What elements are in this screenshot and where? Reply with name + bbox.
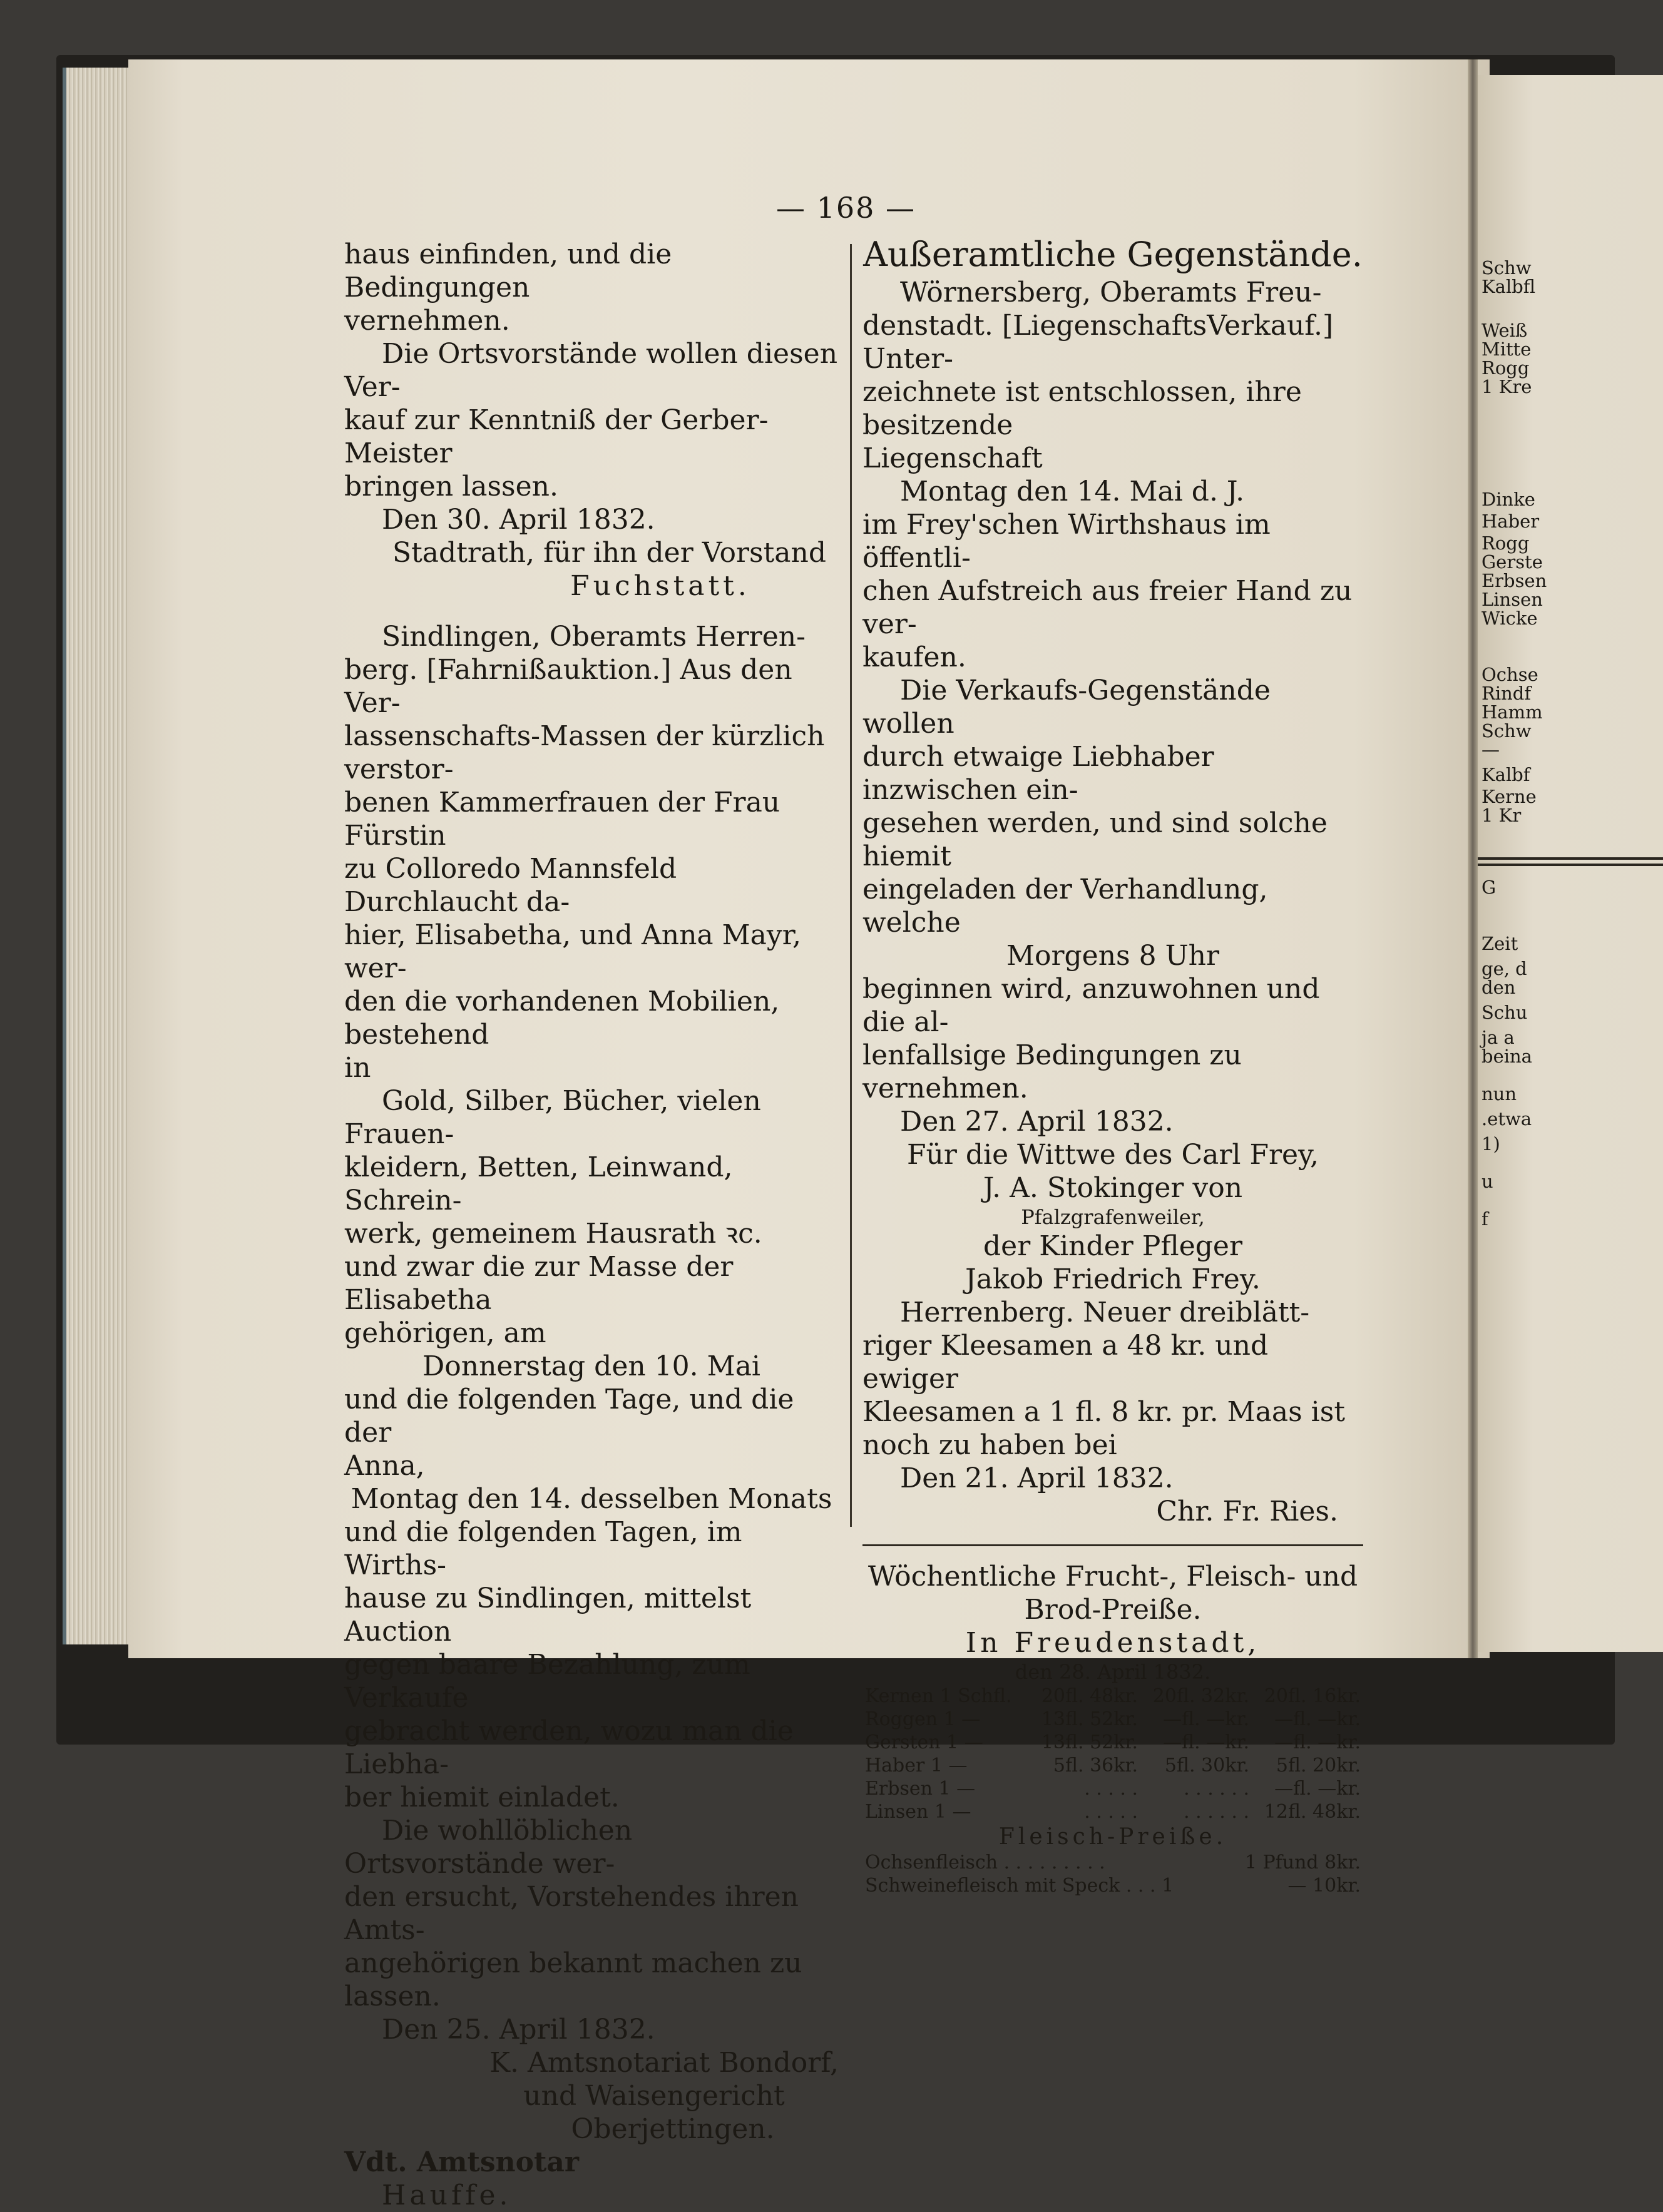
table-cell: 20fl. 48kr. [1041, 1685, 1139, 1707]
text-line: ber hiemit einladet. [344, 1781, 620, 1813]
table-row [862, 1851, 1363, 1874]
signature-line: und Waisengericht [523, 2080, 785, 2112]
text-line: Wörnersberg, Oberamts Freu- [900, 277, 1322, 308]
signature-line: Jakob Friedrich Frey. [965, 1263, 1261, 1295]
time-line: Morgens 8 Uhr [1006, 940, 1220, 972]
next-page-fragment: Kalbfl [1481, 276, 1536, 297]
text-line: hause zu Sindlingen, mittelst Auction [344, 1583, 752, 1648]
vdt-name: Hauffe. [382, 2179, 512, 2211]
date-line: Den 30. April 1832. [382, 504, 655, 536]
text-line: in [344, 1052, 371, 1084]
text-line: hier, Elisabetha, und Anna Mayr, wer- [344, 919, 801, 984]
next-page-fragment: Kalbf [1481, 764, 1530, 785]
table-cell: Kernen 1 Schfl. [865, 1685, 1012, 1707]
left-column [344, 238, 839, 2212]
signature-line: der Kinder Pfleger [983, 1230, 1242, 1262]
table-cell: —fl. —kr. [1163, 1708, 1249, 1730]
table-cell: 13fl. 52kr. [1041, 1731, 1139, 1753]
text-line: durch etwaige Liebhaber inzwischen ein- [862, 741, 1214, 806]
next-page-fragment: Zeit [1481, 933, 1518, 954]
text-line: Die Verkaufs-Gegenstände wollen [862, 675, 1271, 740]
next-page-fragment: Wicke [1481, 608, 1538, 629]
table-cell: 1 Pfund 8kr. [1244, 1852, 1361, 1873]
day-line: Montag den 14. desselben Monats [351, 1483, 832, 1515]
text-line: noch zu haben bei [862, 1429, 1117, 1461]
table-row [862, 1708, 1363, 1731]
text-line: gesehen werden, und sind solche hiemit [862, 807, 1328, 872]
table-cell: 5fl. 20kr. [1276, 1755, 1361, 1776]
table-cell: Schweinefleisch mit Speck . . . 1 [865, 1875, 1174, 1897]
table-cell: 12fl. 48kr. [1264, 1801, 1361, 1823]
next-page-fragment: Weiß [1481, 320, 1528, 341]
text-line: den ersucht, Vorstehendes ihren Amts- [344, 1881, 799, 1946]
text-line: Sindlingen, Oberamts Herren- [382, 621, 806, 653]
table-cell: — 10kr. [1287, 1875, 1361, 1897]
next-page-fragment: Dinke [1481, 489, 1535, 510]
signature-line: K. Amtsnotariat Bondorf, [489, 2047, 839, 2079]
table-cell: Haber 1 — [865, 1755, 968, 1776]
right-column [862, 235, 1363, 1897]
text-line: bringen lassen. [344, 471, 558, 502]
text-line: und die folgenden Tage, und die der [344, 1384, 794, 1449]
text-line: vernehmen. [344, 305, 510, 337]
next-page-fragment: Rogg [1481, 533, 1530, 554]
table-row [862, 1777, 1363, 1800]
next-page-fragment: 1 Kr [1481, 805, 1522, 826]
table-cell: —fl. —kr. [1274, 1731, 1361, 1753]
next-page-fragment: u [1481, 1171, 1493, 1192]
meat-title: Fleisch-Preiße. [998, 1824, 1227, 1850]
day-line: Montag den 14. Mai d. J. [900, 476, 1245, 507]
signature-line: Oberjettingen. [571, 2113, 775, 2145]
table-cell: Gersten 1 — [865, 1731, 983, 1753]
text-line: Herrenberg. Neuer dreiblätt- [900, 1297, 1310, 1328]
text-line: chen Aufstreich aus freier Hand zu ver- [862, 575, 1353, 640]
next-page-fragment: f [1481, 1208, 1488, 1230]
table-cell: . . . . . [1084, 1801, 1139, 1823]
next-page-fragment: den [1481, 977, 1516, 998]
next-page-fragment: ja a [1481, 1027, 1515, 1048]
table-cell: . . . . . . [1184, 1778, 1249, 1800]
text-line: im Frey'schen Wirthshaus im öffentli- [862, 509, 1271, 574]
text-line: lassenschafts-Massen der kürzlich verstor- [344, 720, 825, 785]
date-line: Den 25. April 1832. [382, 2014, 655, 2046]
next-page-fragment: beina [1481, 1046, 1532, 1067]
meat-price-table [862, 1851, 1363, 1897]
next-page-rule [1478, 857, 1663, 860]
table-cell: Linsen 1 — [865, 1801, 971, 1823]
next-page-fragment: G [1481, 877, 1497, 898]
page-edges [63, 68, 135, 1644]
next-page-fragment: Kerne [1481, 786, 1537, 807]
next-page-fragment: — [1481, 739, 1500, 760]
signature-line: J. A. Stokinger von [983, 1172, 1243, 1204]
table-row [862, 1684, 1363, 1708]
column-divider [850, 244, 852, 1527]
signature-line: Für die Wittwe des Carl Frey, [906, 1139, 1319, 1171]
table-row [862, 1731, 1363, 1754]
table-cell: . . . . . . [1184, 1801, 1249, 1823]
text-line: riger Kleesamen a 48 kr. und ewiger [862, 1330, 1269, 1395]
section-heading: Außeramtliche Gegenstände. [863, 235, 1363, 274]
text-line: gebracht werden, wozu man die Liebha- [344, 1715, 794, 1780]
text-line: beginnen wird, anzuwohnen und die al- [862, 973, 1320, 1038]
prices-title: Wöchentliche Frucht-, Fleisch- und [867, 1561, 1358, 1593]
text-line: und die folgenden Tagen, im Wirths- [344, 1516, 742, 1581]
text-line: kauf zur Kenntniß der Gerber-Meister [344, 404, 769, 469]
table-cell: . . . . . [1084, 1778, 1139, 1800]
signature-line: Stadtrath, für ihn der Vorstand [392, 537, 826, 569]
text-line: denstadt. [LiegenschaftsVerkauf.] Unter- [862, 310, 1334, 375]
table-row [862, 1754, 1363, 1777]
item-line: Gold, Silber, Bücher, vielen Frauen- [344, 1085, 761, 1150]
next-page-fragment: 1 Kre [1481, 376, 1532, 397]
table-cell: —fl. —kr. [1274, 1778, 1361, 1800]
table-cell: 20fl. 32kr. [1152, 1685, 1249, 1707]
date-line: Den 21. April 1832. [900, 1462, 1174, 1494]
text-line: lenfallsige Bedingungen zu vernehmen. [862, 1039, 1242, 1104]
next-page-fragment: Schw [1481, 720, 1532, 742]
grain-price-table [862, 1684, 1363, 1823]
table-cell: 13fl. 52kr. [1041, 1708, 1139, 1730]
next-page-fragment: ge, d [1481, 958, 1527, 979]
table-cell: —fl. —kr. [1163, 1731, 1249, 1753]
item-line: kleidern, Betten, Leinwand, Schrein- [344, 1151, 733, 1216]
table-row [862, 1800, 1363, 1823]
next-page-fragment: Rindf [1481, 683, 1532, 704]
next-page-fragment: Linsen [1481, 589, 1543, 610]
signature-name: Fuchstatt. [570, 570, 750, 602]
book-gutter [1468, 59, 1478, 1658]
table-cell: Ochsenfleisch . . . . . . . . . [865, 1852, 1105, 1873]
table-cell: —fl. —kr. [1274, 1708, 1361, 1730]
text-line: Anna, [344, 1450, 425, 1482]
text-line: kaufen. [862, 641, 966, 673]
next-page-fragment: Gerste [1481, 551, 1543, 573]
text-line: Kleesamen a 1 fl. 8 kr. pr. Maas ist [862, 1396, 1346, 1428]
next-page-fragment: nun [1481, 1083, 1517, 1104]
item-line: werk, gemeinem Hausrath ꝛc. [344, 1218, 762, 1250]
next-page-fragment: Rogg [1481, 357, 1530, 379]
section-rule [862, 1544, 1363, 1546]
text-line: zu Colloredo Mannsfeld Durchlaucht da- [344, 853, 677, 918]
next-page-fragment: Erbsen [1481, 570, 1547, 591]
text-line: eingeladen der Verhandlung, welche [862, 874, 1268, 939]
text-line: den die vorhandenen Mobilien, bestehend [344, 986, 780, 1051]
text-line: zeichnete ist entschlossen, ihre besitzende [862, 376, 1302, 441]
text-line: berg. [Fahrnißauktion.] Aus den Ver- [344, 654, 792, 719]
signature-place: Pfalzgrafenweiler, [1021, 1205, 1205, 1229]
table-row [862, 1874, 1363, 1897]
next-page-fragment: Schu [1481, 1002, 1528, 1023]
text-line: haus einfinden, und die Bedingungen [344, 238, 672, 303]
prices-title: Brod-Preiße. [1024, 1594, 1202, 1626]
next-page-fragment: Hamm [1481, 701, 1543, 723]
next-page-fragment: Schw [1481, 257, 1532, 278]
next-page-fragment: Ochse [1481, 664, 1538, 685]
text-line: Liegenschaft [862, 442, 1043, 474]
next-page [1478, 75, 1663, 1652]
table-cell: Roggen 1 — [865, 1708, 981, 1730]
text-line: Die Ortsvorstände wollen diesen Ver- [344, 338, 838, 403]
next-page-fragment: Mitte [1481, 339, 1532, 360]
vdt-line: Vdt. Amtsnotar [344, 2146, 580, 2178]
signature-line: Chr. Fr. Ries. [1156, 1496, 1338, 1527]
next-page-fragment: .etwa [1481, 1108, 1532, 1129]
page-number: — 168 — [776, 191, 916, 225]
table-cell: 5fl. 36kr. [1053, 1755, 1139, 1776]
text-line: gegen baare Bezahlung, zum Verkaufe [344, 1649, 750, 1714]
next-page-fragment: 1) [1481, 1133, 1500, 1154]
prices-place: In Freudenstadt, [965, 1627, 1261, 1659]
date-line: Den 27. April 1832. [900, 1106, 1174, 1138]
text-line: benen Kammerfrauen der Frau Fürstin [344, 787, 780, 852]
text-line: und zwar die zur Masse der Elisabetha [344, 1251, 734, 1316]
text-line: angehörigen bekannt machen zu lassen. [344, 1947, 802, 2012]
prices-date: den 28. April 1832. [1015, 1660, 1211, 1684]
next-page-rule [1478, 864, 1663, 866]
day-line: Donnerstag den 10. Mai [422, 1350, 760, 1382]
table-cell: 5fl. 30kr. [1164, 1755, 1249, 1776]
table-cell: Erbsen 1 — [865, 1778, 976, 1800]
next-page-fragment: Haber [1481, 511, 1540, 532]
text-line: gehörigen, am [344, 1317, 546, 1349]
table-cell: 20fl. 16kr. [1264, 1685, 1361, 1707]
text-line: Die wohllöblichen Ortsvorstände wer- [344, 1815, 633, 1880]
